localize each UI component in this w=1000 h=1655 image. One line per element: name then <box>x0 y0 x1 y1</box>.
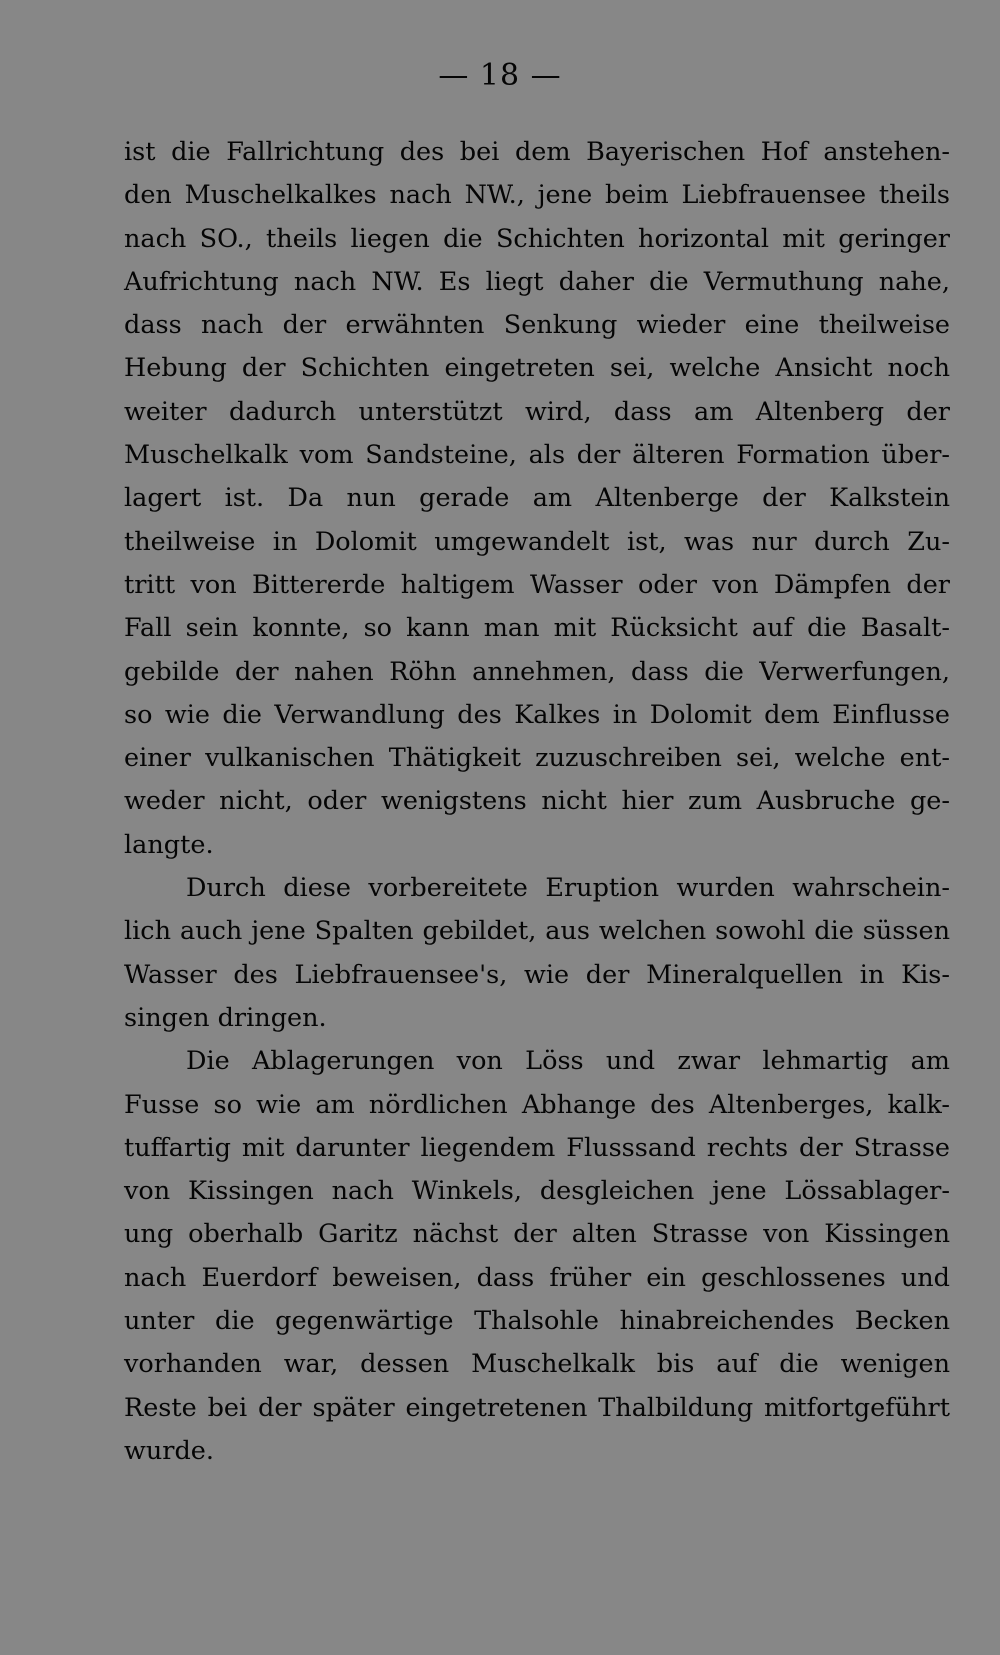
text-line: ist die Fallrichtung des bei dem Bayerischen Hof anstehen- <box>124 137 950 167</box>
text-line: tuffartig mit darunter liegendem Flusssand rechts der Strasse <box>124 1132 950 1163</box>
paragraph-3 <box>124 1040 950 1473</box>
text-line: lich auch jene Spalten gebildet, aus welchen sowohl die süssen <box>124 916 950 947</box>
text-line: weiter dadurch unterstützt wird, dass am Altenberg der <box>124 396 950 427</box>
text-line: nach SO., theils liegen die Schichten horizontal mit geringer <box>124 223 950 254</box>
text-line: vorhanden war, dessen Muschelkalk bis auf die wenigen <box>124 1349 950 1380</box>
text-line: Fall sein konnte, so kann man mit Rücksicht auf die Basalt- <box>124 613 950 644</box>
paragraph-2 <box>124 867 950 1040</box>
text-line: Wasser des Liebfrauensee's, wie der Mineralquellen in Kis- <box>124 959 950 990</box>
paragraph-1 <box>124 131 950 867</box>
text-line: theilweise in Dolomit umgewandelt ist, was nur durch Zu- <box>124 526 950 557</box>
text-line: ung oberhalb Garitz nächst der alten Strasse von Kissingen <box>124 1219 950 1250</box>
text-line: singen dringen. <box>124 1002 327 1033</box>
text-line: nach Euerdorf beweisen, dass früher ein geschlossenes und <box>124 1262 950 1293</box>
text-line: Durch diese vorbereitete Eruption wurden wahrschein- <box>186 873 950 904</box>
text-line: Muschelkalk vom Sandsteine, als der älteren Formation über- <box>124 440 950 471</box>
text-line: langte. <box>124 829 214 860</box>
text-line: lagert ist. Da nun gerade am Altenberge der Kalkstein <box>124 483 950 514</box>
text-line: tritt von Bittererde haltigem Wasser oder von Dämpfen der <box>124 569 950 600</box>
text-line: Fusse so wie am nördlichen Abhange des Altenberges, kalk- <box>124 1089 950 1120</box>
text-line: gebilde der nahen Röhn annehmen, dass die Verwerfungen, <box>124 656 950 687</box>
body-text <box>124 131 950 1473</box>
text-line: unter die gegenwärtige Thalsohle hinabreichendes Becken <box>124 1306 950 1337</box>
text-line: weder nicht, oder wenigstens nicht hier zum Ausbruche ge- <box>124 786 950 817</box>
text-line: so wie die Verwandlung des Kalkes in Dolomit dem Einflusse <box>124 699 950 730</box>
text-line: Hebung der Schichten eingetreten sei, welche Ansicht noch <box>124 353 950 384</box>
text-line: dass nach der erwähnten Senkung wieder eine theilweise <box>124 310 950 341</box>
text-line: Reste bei der später eingetretenen Thalbildung mitfortgeführt <box>124 1392 950 1423</box>
text-line: den Muschelkalkes nach NW., jene beim Liebfrauensee theils <box>124 180 950 211</box>
text-line: Die Ablagerungen von Löss und zwar lehmartig am <box>186 1046 950 1077</box>
text-line: Aufrichtung nach NW. Es liegt daher die Vermuthung nahe, <box>124 266 950 297</box>
page-number: — 18 — <box>438 58 562 93</box>
text-line: von Kissingen nach Winkels, desgleichen jene Lössablager- <box>124 1176 950 1207</box>
text-line: einer vulkanischen Thätigkeit zuzuschreiben sei, welche ent- <box>124 743 950 774</box>
text-line: wurde. <box>124 1435 214 1466</box>
